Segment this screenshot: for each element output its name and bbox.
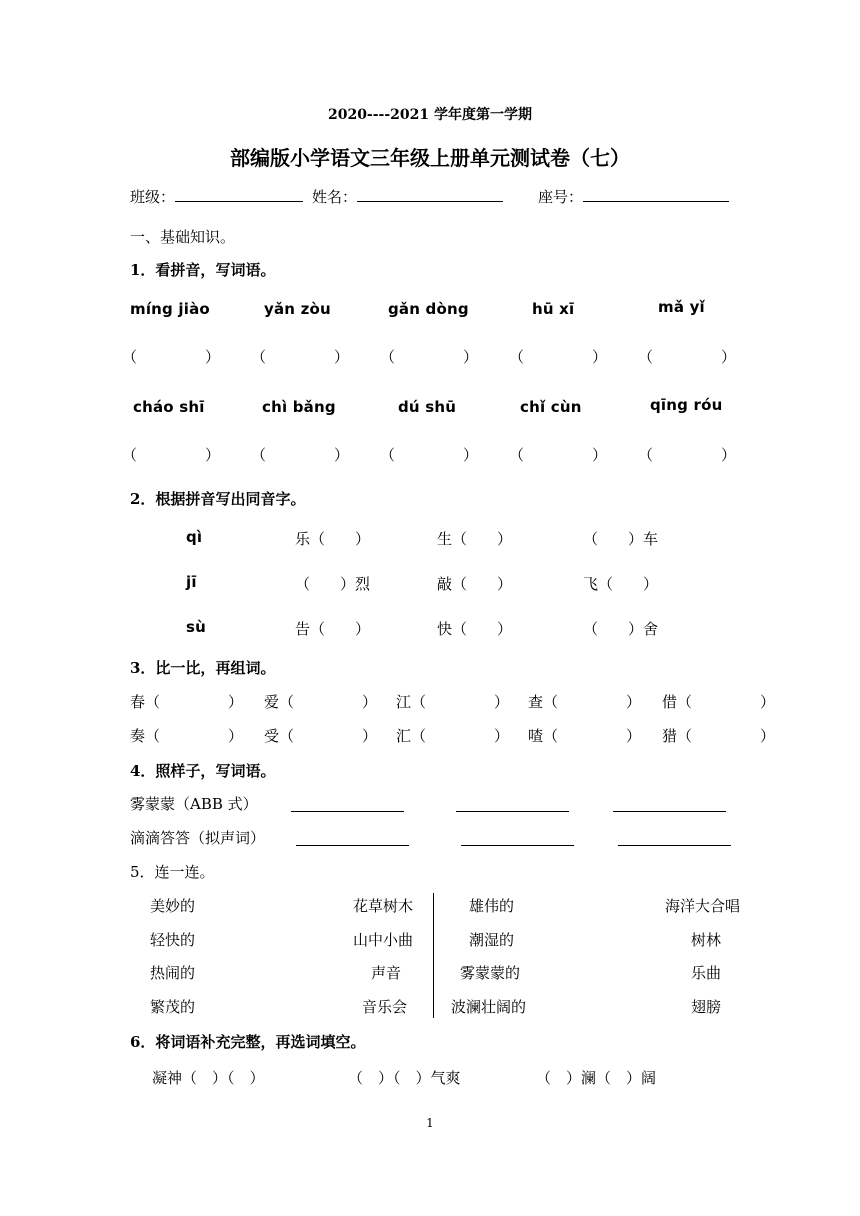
blank-2-1-close: ） bbox=[205, 446, 221, 464]
q3-row1-3: 江（ bbox=[396, 693, 427, 711]
pinyin-2-1: cháo shī bbox=[133, 398, 205, 416]
q5-title: 5．连一连。 bbox=[130, 863, 215, 881]
q6-item-2: （ ）（ ）气爽 bbox=[348, 1069, 461, 1087]
q5-divider bbox=[433, 893, 434, 1018]
q4-line-2-blank-2[interactable] bbox=[461, 845, 574, 846]
q3-row1-5-close: ） bbox=[760, 693, 776, 711]
pinyin-1-2: yǎn zòu bbox=[264, 300, 331, 318]
q6-item-3: （ ）澜（ ）阔 bbox=[536, 1069, 657, 1087]
q2-pinyin-1: qì bbox=[186, 528, 203, 546]
blank-2-2-close: ） bbox=[334, 446, 350, 464]
q5-right-b-2: 树林 bbox=[691, 931, 722, 949]
blank-1-2-open: （ bbox=[251, 348, 267, 366]
q2-item-2-1: （ ）烈 bbox=[295, 575, 371, 593]
blank-2-4-close: ） bbox=[592, 446, 608, 464]
pinyin-1-3: gǎn dòng bbox=[388, 300, 469, 318]
q3-row2-4: 喳（ bbox=[528, 727, 559, 745]
q4-line-2-blank-3[interactable] bbox=[618, 845, 731, 846]
blank-2-5-open: （ bbox=[638, 446, 654, 464]
class-blank[interactable] bbox=[175, 187, 303, 202]
blank-1-1-close: ） bbox=[205, 348, 221, 366]
q2-pinyin-3: sù bbox=[186, 618, 207, 636]
q3-row2-5: 猎（ bbox=[662, 727, 693, 745]
blank-2-4-open: （ bbox=[509, 446, 525, 464]
q5-right-b-4: 翅膀 bbox=[691, 998, 722, 1016]
blank-2-2-open: （ bbox=[251, 446, 267, 464]
blank-1-2-close: ） bbox=[334, 348, 350, 366]
pinyin-1-4: hū xī bbox=[532, 300, 575, 318]
blank-1-3-close: ） bbox=[463, 348, 479, 366]
year-line: 2020----2021 学年度第一学期 bbox=[327, 107, 533, 123]
q5-left-b-2: 山中小曲 bbox=[353, 931, 414, 949]
q2-item-3-1: 告（ ） bbox=[295, 620, 371, 638]
q3-row1-2: 爱（ bbox=[264, 693, 295, 711]
q3-row1-1-close: ） bbox=[228, 693, 244, 711]
q3-row1-5: 借（ bbox=[662, 693, 693, 711]
pinyin-2-2: chì bǎng bbox=[262, 398, 336, 416]
seat-field bbox=[538, 186, 729, 207]
q3-row2-3-close: ） bbox=[494, 727, 510, 745]
blank-1-1-open: （ bbox=[122, 348, 138, 366]
q5-right-a-2: 潮湿的 bbox=[469, 931, 515, 949]
blank-2-3-close: ） bbox=[463, 446, 479, 464]
q5-right-b-3: 乐曲 bbox=[691, 964, 722, 982]
q5-left-b-4: 音乐会 bbox=[362, 998, 408, 1016]
pinyin-1-5: mǎ yǐ bbox=[658, 298, 705, 316]
q5-left-a-2: 轻快的 bbox=[150, 931, 196, 949]
q2-item-3-3: （ ）舍 bbox=[583, 620, 659, 638]
class-label: 班级： bbox=[130, 188, 176, 206]
q3-row2-2: 受（ bbox=[264, 727, 295, 745]
blank-1-3-open: （ bbox=[380, 348, 396, 366]
q3-row1-1: 春（ bbox=[130, 693, 161, 711]
seat-blank[interactable] bbox=[583, 187, 729, 202]
q3-row1-2-close: ） bbox=[362, 693, 378, 711]
blank-1-4-open: （ bbox=[509, 348, 525, 366]
q6-item-1: 凝神（ ）（ ） bbox=[152, 1069, 265, 1087]
q3-row1-4: 查（ bbox=[528, 693, 559, 711]
q3-row2-1: 奏（ bbox=[130, 727, 161, 745]
blank-2-5-close: ） bbox=[721, 446, 737, 464]
q3-row1-3-close: ） bbox=[494, 693, 510, 711]
pinyin-2-5: qīng róu bbox=[650, 396, 723, 414]
q2-pinyin-2: jī bbox=[186, 573, 197, 591]
q4-line-1-blank-1[interactable] bbox=[291, 811, 404, 812]
q5-right-a-1: 雄伟的 bbox=[469, 897, 515, 915]
pinyin-1-1: míng jiào bbox=[130, 300, 210, 318]
q5-right-b-1: 海洋大合唱 bbox=[665, 897, 741, 915]
pinyin-2-4: chǐ cùn bbox=[520, 398, 582, 416]
q4-line-2-label: 滴滴答答（拟声词） bbox=[130, 829, 266, 847]
section-1-title: 一、基础知识。 bbox=[130, 228, 236, 246]
q2-item-2-2: 敲（ ） bbox=[437, 575, 513, 593]
q4-title: 4．照样子，写词语。 bbox=[130, 762, 276, 780]
q6-title: 6．将词语补充完整，再选词填空。 bbox=[130, 1033, 366, 1051]
q5-right-a-4: 波澜壮阔的 bbox=[451, 998, 527, 1016]
q5-left-a-3: 热闹的 bbox=[150, 964, 196, 982]
q2-item-2-3: 飞（ ） bbox=[583, 575, 659, 593]
q3-row2-5-close: ） bbox=[760, 727, 776, 745]
q5-right-a-3: 雾蒙蒙的 bbox=[460, 964, 521, 982]
q3-row2-2-close: ） bbox=[362, 727, 378, 745]
q4-line-1-blank-3[interactable] bbox=[613, 811, 726, 812]
q5-left-a-1: 美妙的 bbox=[150, 897, 196, 915]
blank-1-4-close: ） bbox=[592, 348, 608, 366]
blank-1-5-close: ） bbox=[721, 348, 737, 366]
seat-label: 座号： bbox=[538, 188, 584, 206]
class-field bbox=[130, 186, 303, 207]
q5-left-b-3: 声音 bbox=[371, 964, 402, 982]
name-blank[interactable] bbox=[357, 187, 503, 202]
blank-1-5-open: （ bbox=[638, 348, 654, 366]
q3-row2-4-close: ） bbox=[626, 727, 642, 745]
q2-item-1-2: 生（ ） bbox=[437, 530, 513, 548]
pinyin-2-3: dú shū bbox=[398, 398, 457, 416]
name-label: 姓名： bbox=[312, 188, 358, 206]
q4-line-1-label: 雾蒙蒙（ABB 式） bbox=[130, 795, 258, 813]
page-number: 1 bbox=[426, 1116, 434, 1130]
q4-line-1-blank-2[interactable] bbox=[456, 811, 569, 812]
q2-item-1-3: （ ）车 bbox=[583, 530, 659, 548]
q2-item-3-2: 快（ ） bbox=[437, 620, 513, 638]
q3-row1-4-close: ） bbox=[626, 693, 642, 711]
q4-line-2-blank-1[interactable] bbox=[296, 845, 409, 846]
blank-2-1-open: （ bbox=[122, 446, 138, 464]
q2-item-1-1: 乐（ ） bbox=[295, 530, 371, 548]
q5-left-b-1: 花草树木 bbox=[353, 897, 414, 915]
blank-2-3-open: （ bbox=[380, 446, 396, 464]
q3-title: 3．比一比，再组词。 bbox=[130, 659, 276, 677]
q3-row2-3: 汇（ bbox=[396, 727, 427, 745]
q5-left-a-4: 繁茂的 bbox=[150, 998, 196, 1016]
page-title: 部编版小学语文三年级上册单元测试卷（七） bbox=[230, 146, 630, 170]
name-field bbox=[312, 186, 503, 207]
q2-title: 2．根据拼音写出同音字。 bbox=[130, 490, 306, 508]
q3-row2-1-close: ） bbox=[228, 727, 244, 745]
q1-title: 1．看拼音，写词语。 bbox=[130, 261, 276, 279]
